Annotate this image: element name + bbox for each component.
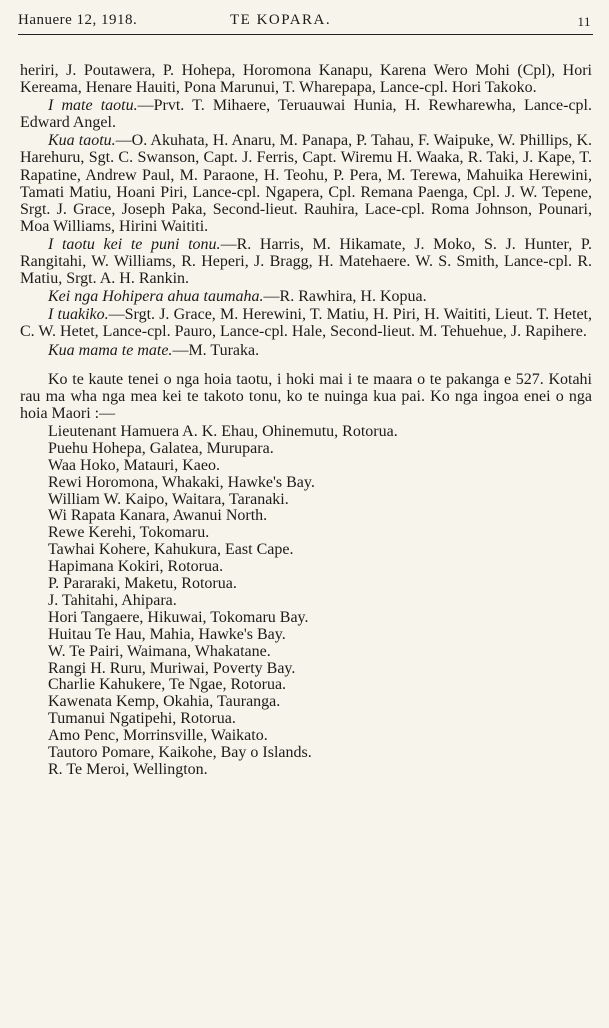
paragraph-text: heriri, J. Poutawera, P. Hohepa, Horomona Kanapu, Karena Wero Mohi (Cpl), Hori Kereama, Henare Hauiti, Pona Marunui, T. Wharepapa, Lance-cpl. Hori Takoko. — [20, 62, 592, 97]
list-item: Tawhai Kohere, Kahukura, East Cape. — [48, 541, 294, 559]
paragraph-lead: Kua taotu. — [48, 132, 116, 150]
list-item: Huitau Te Hau, Mahia, Hawke's Bay. — [48, 625, 286, 643]
list-item: Rewi Horomona, Whakaki, Hawke's Bay. — [48, 473, 315, 491]
casualty-paragraph — [20, 342, 592, 359]
list-item: J. Tahitahi, Ahipara. — [48, 591, 177, 609]
list-item: Hori Tangaere, Hikuwai, Tokomaru Bay. — [48, 608, 309, 626]
casualty-paragraph — [20, 132, 592, 235]
paragraph-text: —M. Turaka. — [172, 341, 260, 359]
list-item: Waa Hoko, Matauri, Kaeo. — [48, 456, 220, 474]
intro-paragraph: Ko te kaute tenei o nga hoia taotu, i hoki mai i te maara o te pakanga e 527. Kotahi rau ma wha nga mea kei te takoto tonu, ko te nuinga kua pai. Ko nga ingoa enei o nga hoia Maori :— — [20, 370, 592, 422]
list-item: Hapimana Kokiri, Rotorua. — [48, 558, 224, 576]
list-item: Amo Penc, Morrinsville, Waikato. — [48, 727, 268, 745]
paragraph-lead: I mate taotu. — [48, 97, 138, 115]
page-number: 11 — [577, 14, 591, 29]
list-item: Tumanui Ngatipehi, Rotorua. — [48, 710, 236, 728]
list-item: Wi Rapata Kanara, Awanui North. — [48, 507, 268, 525]
page-header — [18, 8, 593, 35]
list-item: Rewe Kerehi, Tokomaru. — [48, 524, 210, 542]
paragraph-gap — [20, 359, 592, 371]
list-item: P. Pararaki, Maketu, Rotorua. — [48, 575, 237, 593]
list-item: R. Te Meroi, Wellington. — [48, 761, 208, 778]
casualty-paragraph — [20, 236, 592, 287]
list-item: Rangi H. Ruru, Muriwai, Poverty Bay. — [48, 659, 296, 677]
paragraph-text: —R. Rawhira, H. Kopua. — [263, 288, 427, 306]
paragraph-lead: Kei nga Hohipera ahua taumaha. — [48, 288, 264, 306]
casualty-paragraph — [20, 97, 592, 131]
list-item: W. Te Pairi, Waimana, Whakatane. — [48, 642, 271, 660]
list-item: Charlie Kahukere, Te Ngae, Rotorua. — [48, 676, 287, 694]
casualty-paragraph — [20, 62, 592, 96]
header-date: Hanuere 12, 1918. — [18, 12, 138, 28]
list-item: Tautoro Pomare, Kaikohe, Bay o Islands. — [48, 744, 312, 762]
paragraph-lead: Kua mama te mate. — [48, 341, 173, 359]
casualty-paragraph — [20, 306, 592, 340]
paragraph-lead: I taotu kei te puni tonu. — [48, 235, 221, 253]
paragraph-text: —Srgt. J. Grace, M. Herewini, T. Matiu, H. Piri, H. Waititi, Lieut. T. Hetet, C. W. Hetet, Lance-cpl. Pauro, Lance-cpl. Hale, Second-lieut. M. Tehuehue, J. Rapihere. — [20, 306, 593, 341]
list-item: Puehu Hohepa, Galatea, Murupara. — [48, 439, 274, 457]
article-body — [20, 62, 592, 779]
paragraph-text: —Prvt. T. Mihaere, Teruauwai Hunia, H. Rewharewha, Lance-cpl. Edward Angel. — [20, 97, 592, 132]
list-item: Kawenata Kemp, Okahia, Tauranga. — [48, 693, 281, 711]
paragraph-lead: I tuakiko. — [48, 306, 109, 324]
soldier-name-list — [48, 424, 592, 779]
publication-title: TE KOPARA. — [230, 12, 332, 28]
list-item: Lieutenant Hamuera A. K. Ehau, Ohinemutu, Rotorua. — [48, 422, 398, 440]
paragraph-text: —O. Akuhata, H. Anaru, M. Panapa, P. Tahau, F. Waipuke, W. Phillips, K. Harehuru, Sgt. C. Swanson, Capt. J. Ferris, Capt. Wiremu H. Waaka, R. Taki, J. Kape, T. Rapatine, Andrew Paul, M. Paraone, H. Teohu, P. Pera, M. Terewa, Mahuika Herewini, Tamati Matiu, Hoani Piri, Lance-cpl. Ngapera, Cpl. Remana Paenga, Cpl. J. W. Tepene, Srgt. J. Grace, Joseph Paka, Second-lieut. Rauhira, Lace-cpl. Roma Johnson, Pounari, Moa Williams, Hirini Waititi. — [20, 132, 592, 235]
casualty-paragraph — [20, 288, 592, 305]
list-item: William W. Kaipo, Waitara, Taranaki. — [48, 490, 289, 508]
paragraph-text: —R. Harris, M. Hikamate, J. Moko, S. J. Hunter, P. Rangitahi, W. Williams, R. Heperi, J. Bragg, H. Matehaere. W. S. Smith, Lance-cpl. R. Matiu, Srgt. A. H. Rankin. — [20, 235, 592, 288]
